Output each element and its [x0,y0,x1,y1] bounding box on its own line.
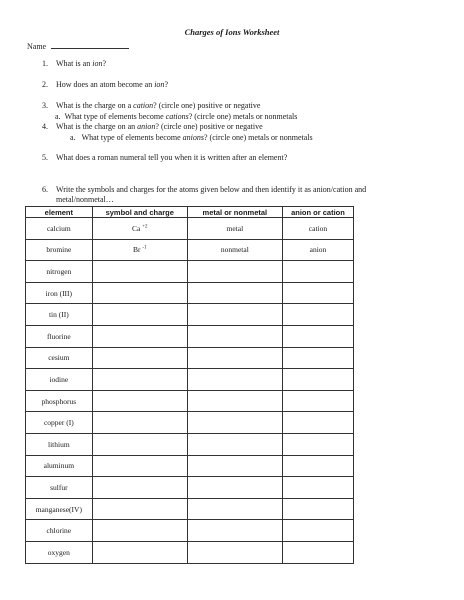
question-5 [42,153,287,163]
question-4a [70,133,313,143]
question-number: 3. [42,101,48,110]
question-text: What does a roman numeral tell you when it is written after an element? [56,153,288,162]
cell-metal-nonmetal[interactable] [187,261,282,283]
cell-anion-cation[interactable]: cation [282,218,353,240]
cell-metal-nonmetal[interactable] [187,369,282,391]
question-emphasis: ion [92,59,103,68]
table-row [26,239,354,261]
question-4 [42,122,263,132]
header-symbol-charge: symbol and charge [92,207,187,218]
cell-element: iodine [26,369,93,391]
sub-question-text: What type of elements become [81,133,183,142]
cell-element: iron (III) [26,282,93,304]
table-row [26,390,354,412]
cell-metal-nonmetal[interactable] [187,498,282,520]
table-row [26,498,354,520]
header-metal-nonmetal: metal or nonmetal [187,207,282,218]
cell-element: nitrogen [26,261,93,283]
cell-symbol-charge[interactable] [92,369,187,391]
question-3a [55,112,297,122]
question-number: 6. [42,185,48,194]
cell-element: calcium [26,218,93,240]
symbol-text: Br [132,245,141,255]
sub-question-label: a. [55,112,61,121]
symbol-text: Ca [131,223,141,233]
sub-question-emphasis: anions [182,133,204,142]
cell-element: oxygen [26,541,93,563]
cell-element: copper (I) [26,412,93,434]
sub-question-emphasis: cations [165,112,189,121]
cell-element: manganese(IV) [26,498,93,520]
cell-anion-cation[interactable] [282,455,353,477]
cell-metal-nonmetal[interactable]: metal [187,218,282,240]
cell-anion-cation[interactable] [282,261,353,283]
worksheet-title: Charges of Ions Worksheet [184,27,280,37]
cell-metal-nonmetal[interactable] [187,520,282,542]
name-line [27,40,129,51]
cell-symbol-charge[interactable] [92,239,187,261]
cell-symbol-charge[interactable] [92,455,187,477]
table-row [26,347,354,369]
name-blank[interactable] [51,40,129,49]
cell-anion-cation[interactable] [282,390,353,412]
question-2 [42,80,168,90]
charge-text: -1 [142,245,147,251]
question-text: ? (circle one) positive or negative [155,122,263,131]
cell-metal-nonmetal[interactable] [187,477,282,499]
question-6-continued [56,195,114,205]
question-text: How does an atom become an [56,80,155,89]
question-text: metal/nonmetal… [56,195,114,204]
sub-question-text: What type of elements become [64,112,166,121]
cell-element: tin (II) [26,304,93,326]
question-text: ? (circle one) positive or negative [153,101,261,110]
cell-anion-cation[interactable] [282,304,353,326]
name-label: Name [27,42,47,51]
table-row [26,261,354,283]
charge-text: +2 [142,224,148,230]
cell-metal-nonmetal[interactable] [187,412,282,434]
cell-metal-nonmetal[interactable]: nonmetal [187,239,282,261]
cell-symbol-charge[interactable] [92,347,187,369]
cell-anion-cation[interactable] [282,369,353,391]
cell-metal-nonmetal[interactable] [187,455,282,477]
cell-anion-cation[interactable] [282,541,353,563]
cell-symbol-charge[interactable] [92,218,187,240]
question-text: ? [164,80,168,89]
table-row [26,218,354,240]
cell-symbol-charge[interactable] [92,261,187,283]
question-emphasis: cation [133,101,154,110]
table-row [26,455,354,477]
cell-symbol-charge[interactable] [92,498,187,520]
question-number: 5. [42,153,48,162]
table-row [26,477,354,499]
question-number: 1. [42,59,48,68]
question-text: What is the charge on a [56,101,134,110]
table-row [26,282,354,304]
cell-metal-nonmetal[interactable] [187,282,282,304]
ions-table [25,206,354,564]
cell-anion-cation[interactable] [282,412,353,434]
sub-question-text: ? (circle one) metals or nonmetals [203,133,313,142]
question-text: Write the symbols and charges for the atoms given below and then identify it as anion/cation and [56,185,367,194]
cell-metal-nonmetal[interactable] [187,325,282,347]
cell-symbol-charge[interactable] [92,390,187,412]
cell-metal-nonmetal[interactable] [187,390,282,412]
question-text: ? [102,59,107,68]
question-3 [42,101,260,111]
cell-metal-nonmetal[interactable] [187,433,282,455]
cell-symbol-charge[interactable] [92,433,187,455]
sub-question-label: a. [70,133,76,142]
cell-anion-cation[interactable] [282,477,353,499]
cell-symbol-charge[interactable] [92,412,187,434]
cell-symbol-charge[interactable] [92,325,187,347]
cell-metal-nonmetal[interactable] [187,541,282,563]
cell-anion-cation[interactable] [282,325,353,347]
question-text: What is the charge on an [56,122,138,131]
question-1 [42,59,106,69]
cell-element: fluorine [26,325,93,347]
question-number: 2. [42,80,48,89]
cell-anion-cation[interactable] [282,433,353,455]
cell-symbol-charge[interactable] [92,541,187,563]
cell-anion-cation[interactable] [282,282,353,304]
table-header-row [26,207,354,218]
table-row [26,325,354,347]
cell-metal-nonmetal[interactable] [187,304,282,326]
cell-anion-cation[interactable] [282,347,353,369]
table-row [26,541,354,563]
cell-anion-cation[interactable] [282,520,353,542]
cell-anion-cation[interactable]: anion [282,239,353,261]
question-emphasis: ion [154,80,165,89]
cell-symbol-charge[interactable] [92,282,187,304]
header-element: element [26,207,93,218]
cell-metal-nonmetal[interactable] [187,347,282,369]
question-text: What is an [56,59,93,68]
sub-question-text: ? (circle one) metals or nonmetals [188,112,298,121]
table-row [26,369,354,391]
header-anion-cation: anion or cation [282,207,353,218]
cell-symbol-charge[interactable] [92,477,187,499]
cell-symbol-charge[interactable] [92,520,187,542]
cell-element: cesium [26,347,93,369]
question-emphasis: anion [137,122,156,131]
cell-element: bromine [26,239,93,261]
cell-element: phosphorus [26,390,93,412]
cell-anion-cation[interactable] [282,498,353,520]
cell-element: chlorine [26,520,93,542]
cell-element: aluminum [26,455,93,477]
table-row [26,412,354,434]
table-row [26,520,354,542]
question-6 [42,185,366,195]
cell-element: sulfur [26,477,93,499]
cell-symbol-charge[interactable] [92,304,187,326]
table-row [26,433,354,455]
table-row [26,304,354,326]
question-number: 4. [42,122,48,131]
cell-element: lithium [26,433,93,455]
